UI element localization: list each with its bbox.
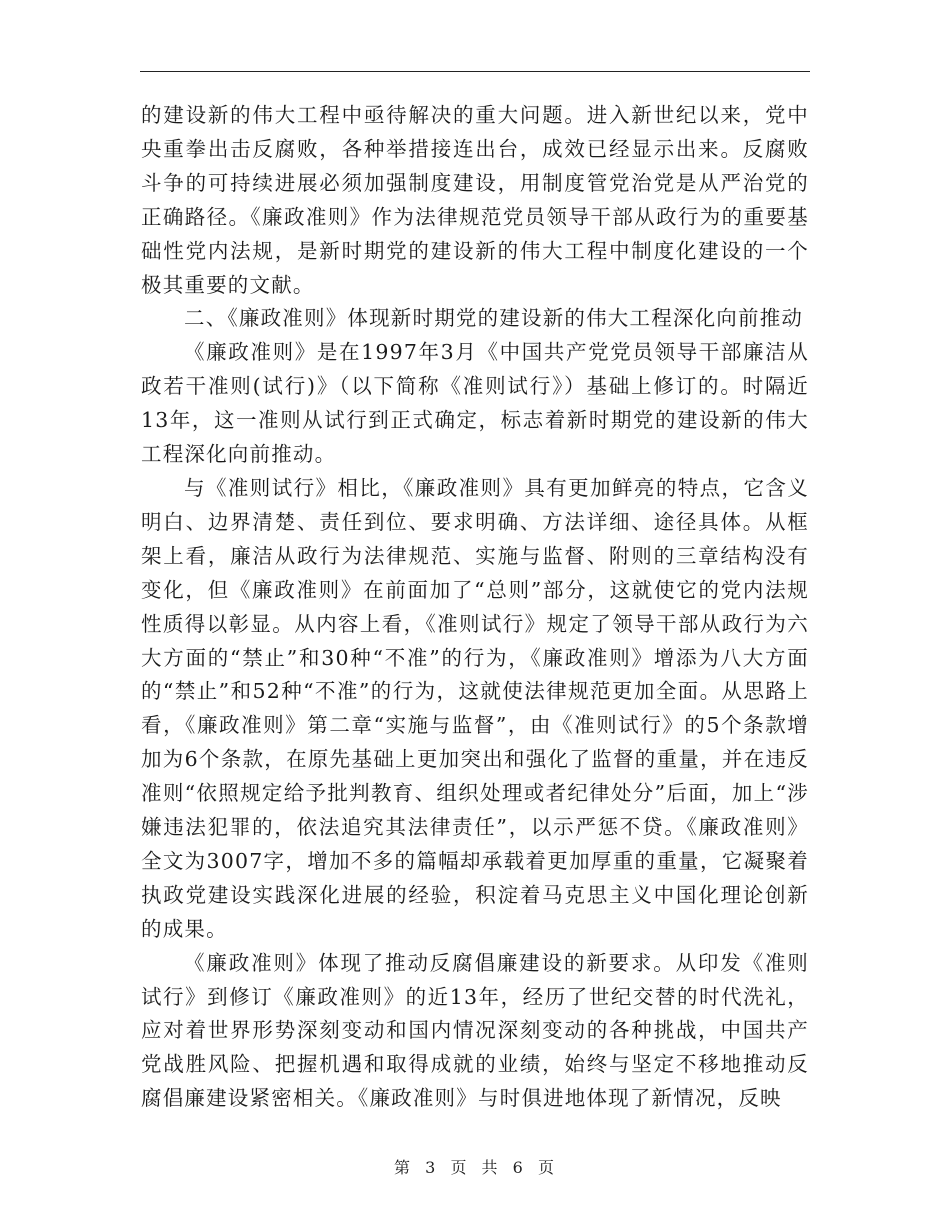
paragraph: 《廉政准则》是在1997年3月《中国共产党党员领导干部廉洁从政若干准则(试行)》（以下简称《准则试行》）基础上修订的。时隔近13年，这一准则从试行到正式确定，标志着新时期党的建设新的伟大工程深化向前推动。: [141, 340, 809, 467]
page-footer: [0, 1155, 950, 1178]
body-text: [141, 99, 809, 1116]
paragraph: 《廉政准则》体现了推动反腐倡廉建设的新要求。从印发《准则试行》到修订《廉政准则》的近13年，经历了世纪交替的时代洗礼，应对着世界形势深刻变动和国内情况深刻变动的各种挑战，中国共产党战胜风险、把握机遇和取得成就的业绩，始终与坚定不移地推动反腐倡廉建设紧密相关。《廉政准则》与时俱进地体现了新情况，反映: [141, 950, 809, 1111]
section-heading: 二、《廉政准则》体现新时期党的建设新的伟大工程深化向前推动: [184, 306, 804, 331]
page-number: 3: [425, 1158, 438, 1177]
footer-total-unit: 页: [537, 1158, 556, 1177]
header-rule: [140, 71, 810, 72]
footer-page-unit: 页: [450, 1158, 469, 1177]
footer-total-prefix: 共: [481, 1158, 500, 1177]
footer-prefix: 第: [394, 1158, 413, 1177]
total-pages: 6: [512, 1158, 525, 1177]
paragraph: 的建设新的伟大工程中亟待解决的重大问题。进入新世纪以来，党中央重拳出击反腐败，各种举措接连出台，成效已经显示出来。反腐败斗争的可持续进展必须加强制度建设，用制度管党治党是从严治党的正确路径。《廉政准则》作为法律规范党员领导干部从政行为的重要基础性党内法规，是新时期党的建设新的伟大工程中制度化建设的一个极其重要的文献。: [141, 103, 809, 297]
paragraph: 与《准则试行》相比，《廉政准则》具有更加鲜亮的特点，它含义明白、边界清楚、责任到位、要求明确、方法详细、途径具体。从框架上看，廉洁从政行为法律规范、实施与监督、附则的三章结构没有变化，但《廉政准则》在前面加了“总则”部分，这就使它的党内法规性质得以彰显。从内容上看，《准则试行》规定了领导干部从政行为六大方面的“禁止”和30种“不准”的行为，《廉政准则》增添为八大方面的“禁止”和52种“不准”的行为，这就使法律规范更加全面。从思路上看，《廉政准则》第二章“实施与监督”，由《准则试行》的5个条款增加为6个条款，在原先基础上更加突出和强化了监督的重量，并在违反准则“依照规定给予批判教育、组织处理或者纪律处分”后面，加上“涉嫌违法犯罪的，依法追究其法律责任”，以示严惩不贷。《廉政准则》全文为3007字，增加不多的篇幅却承载着更加厚重的重量，它凝聚着执政党建设实践深化进展的经验，积淀着马克思主义中国化理论创新的成果。: [141, 475, 809, 941]
